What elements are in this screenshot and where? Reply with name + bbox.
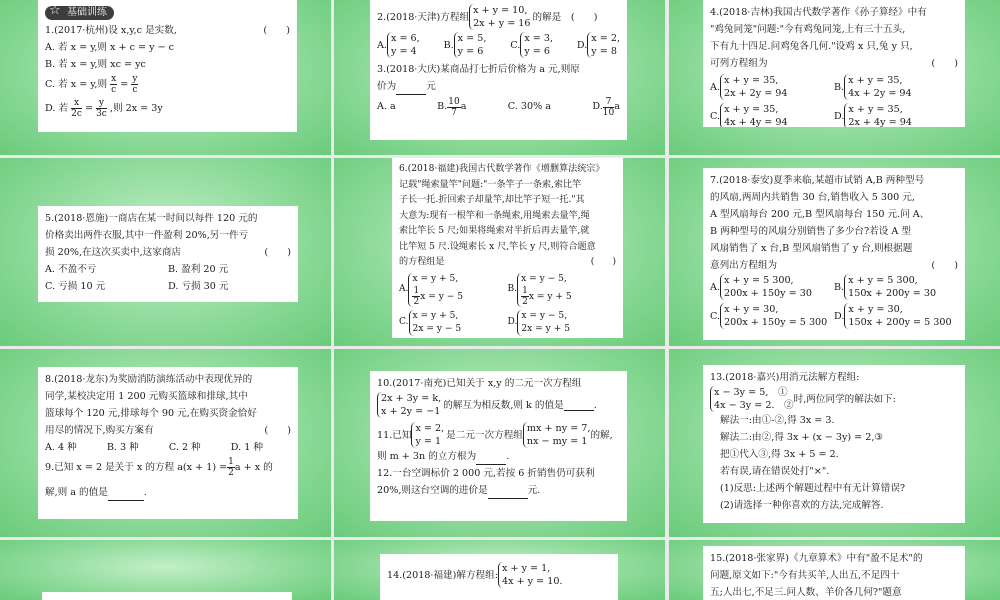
question-card-2 xyxy=(370,0,627,140)
q5-option-d: D. 亏损 30 元 xyxy=(168,281,229,292)
q3-stem-2: 价为 元 xyxy=(377,78,620,95)
q7-option-b: B. x + y = 5 300, 150x + 200y = 30 xyxy=(834,275,937,299)
q7-paren: ( ) xyxy=(931,260,958,271)
slide-9 xyxy=(669,349,1000,537)
q13-instruction: 若有误,请在错误处打"×". xyxy=(720,466,830,477)
q11-stem-2: 则 m + 3n 的立方根为 . xyxy=(377,448,620,465)
q8-option-d: D. 1 种 xyxy=(230,442,263,453)
q1-stem: 1.(2017·杭州)设 x,y,c 是实数, xyxy=(45,25,177,36)
slide-12 xyxy=(669,540,1000,600)
q10-stem-2: 2x + 3y = k, x + 2y = −1 的解互为相反数,则 k 的值是 . xyxy=(377,392,620,418)
q5-stem-2: 价格卖出两件衣服,其中一件盈利 20%,另一件亏 xyxy=(45,230,249,241)
q1-option-d: D. 若 $\frac{x}{2c}$ = $\frac{y}{3c}$ ,则 2x = 3y xyxy=(45,98,163,119)
question-card-5 xyxy=(392,158,623,338)
q10-stem-1: 10.(2017·南充)已知关于 x,y 的二元一次方程组 xyxy=(377,378,582,389)
q4-option-b: B. x + y = 35, 4x + 2y = 94 xyxy=(834,75,912,99)
q2-option-b: B. x = 5, y = 6 xyxy=(443,33,487,57)
q4-stem-1: 4.(2018·吉林)我国古代数学著作《孙子算经》中有 xyxy=(710,7,927,18)
q3-option-c: C. 30% a xyxy=(507,101,551,112)
q3-option-b: B. $\frac{10}{7}$ a xyxy=(437,96,467,118)
q5-option-c: C. 亏损 10 元 xyxy=(45,281,106,292)
q13-solution-1: 解法一:由①-②,得 3x = 3. xyxy=(720,415,835,426)
q9-stem-1: 9.已知 x = 2 是关于 x 的方程 a(x + 1) = $\frac{1}{2}$ a + x 的 xyxy=(45,457,273,478)
q12-stem-1: 12.一台空调标价 2 000 元,若按 6 折销售仍可获利 xyxy=(377,468,595,479)
slide-11 xyxy=(334,540,665,600)
answer-card-10 xyxy=(42,592,292,600)
q6-stem-7: 的方程组是 xyxy=(399,257,445,267)
q15-stem-2: 问题,原文如下:"今有共买羊,人出五,不足四十 xyxy=(710,570,900,581)
star-icon: ☆ xyxy=(49,3,61,18)
q8-stem-2: 同学,某校决定用 1 200 元购买篮球和排球,其中 xyxy=(45,391,248,402)
q8-stem-4: 用尽的情况下,购买方案有 xyxy=(45,425,154,436)
q7-stem-3: A 型风扇每台 200 元,B 型风扇每台 150 元.问 A、 xyxy=(710,209,930,220)
q13-stem-1: 13.(2018·嘉兴)用消元法解方程组: xyxy=(710,372,860,383)
q8-stem-3: 篮球每个 120 元,排球每个 90 元,在购买资金恰好 xyxy=(45,408,257,419)
q13-solution-3: 把①代入③,得 3x + 5 = 2. xyxy=(720,449,839,460)
q5-option-b: B. 盈利 20 元 xyxy=(168,264,229,275)
q5-option-a: A. 不盈不亏 xyxy=(45,264,97,275)
q7-stem-5: 风扇销售了 x 台,B 型风扇销售了 y 台,则根据题 xyxy=(710,243,913,254)
q13-solution-2: 解法二:由②,得 3x + (x − 3y) = 2,③ xyxy=(720,432,883,443)
q2-option-a: A. x = 6, y = 4 xyxy=(377,33,420,57)
q7-option-a: A. x + y = 5 300, 200x + 150y = 30 xyxy=(710,275,812,299)
q2-option-c: C. x = 3, y = 6 xyxy=(510,33,554,57)
q12-stem-2: 20%,则这台空调的进价是 元. xyxy=(377,482,620,499)
slide-2 xyxy=(334,0,665,155)
question-card-9 xyxy=(703,365,965,523)
slide-8 xyxy=(334,349,665,537)
q1-option-a: A. 若 x = y,则 x + c = y − c xyxy=(45,42,175,53)
q6-option-a: A. x = y + 5, $\frac{1}{2}$ x = y − 5 xyxy=(399,273,464,307)
q3-option-d: D. $\frac{7}{10}$ a xyxy=(592,96,620,118)
q8-option-c: C. 2 种 xyxy=(168,442,201,453)
section-badge: ☆ 基础训练 xyxy=(45,6,114,20)
q6-option-b: B. x = y − 5, $\frac{1}{2}$ x = y + 5 xyxy=(507,273,572,307)
slide-3 xyxy=(669,0,1000,155)
q2-options xyxy=(377,32,620,58)
q8-option-a: A. 4 种 xyxy=(45,442,77,453)
question-card-6 xyxy=(703,168,965,340)
slide-6 xyxy=(669,158,1000,346)
question-card-7 xyxy=(38,367,298,519)
slide-5 xyxy=(334,158,665,346)
question-card-3 xyxy=(703,0,965,127)
q7-option-c: C. x + y = 30, 200x + 150y = 5 300 xyxy=(710,304,828,328)
q7-stem-4: B 两种型号的风扇分别销售了多少台?若设 A 型 xyxy=(710,226,911,237)
q5-stem-1: 5.(2018·恩施)一商店在某一时间以每件 120 元的 xyxy=(45,213,258,224)
question-card-4 xyxy=(38,206,298,302)
q13-part-2: (2)请选择一种你喜欢的方法,完成解答. xyxy=(720,500,884,511)
q6-stem-5: 索比竿长 5 尺;如果将绳索对半折后再去量竿,就 xyxy=(399,226,590,236)
q14-stem: 14.(2018·福建)解方程组: x + y = 1, 4x + y = 10. xyxy=(387,563,563,587)
q9-stem-2: 解,则 a 的值是 . xyxy=(45,484,291,501)
question-card-1 xyxy=(38,0,297,132)
q13-stem-2: x − 3y = 5, ① 4x − 3y = 2. ② 时,两位同学的解法如下: xyxy=(710,386,958,412)
slide-10 xyxy=(0,540,331,600)
q4-option-d: D. x + y = 35, 2x + 4y = 94 xyxy=(834,104,912,127)
q5-stem-3: 损 20%,在这次买卖中,这家商店 xyxy=(45,247,182,258)
q4-option-a: A. x + y = 35, 2x + 2y = 94 xyxy=(710,75,788,99)
q4-stem-3: 下有九十四足.问鸡兔各几何."设鸡 x 只,兔 y 只, xyxy=(710,41,913,52)
q6-option-d: D. x = y − 5, 2x = y + 5 xyxy=(507,310,570,334)
q3-options xyxy=(377,95,620,119)
q6-stem-3: 子长一托.折回索子却量竿,却比竿子短一托."其 xyxy=(399,195,585,205)
question-card-8 xyxy=(370,371,627,521)
slide-7 xyxy=(0,349,331,537)
q2-stem: 2.(2018·天津)方程组 x + y = 10, 2x + y = 16 的解是 ( ) xyxy=(377,5,598,29)
q8-paren: ( ) xyxy=(264,425,291,436)
q8-stem-1: 8.(2018·龙东)为奖励消防演练活动中表现优异的 xyxy=(45,374,253,385)
q4-option-c: C. x + y = 35, 4x + 4y = 94 xyxy=(710,104,788,127)
q4-stem-4: 可列方程组为 xyxy=(710,58,768,69)
q7-stem-1: 7.(2018·泰安)夏季来临,某超市试销 A,B 两种型号 xyxy=(710,175,925,186)
q1-option-c: C. 若 x = y,则 $\frac{x}{c}$ = $\frac{y}{c}$ xyxy=(45,74,138,95)
q5-paren: ( ) xyxy=(264,247,291,258)
q2-option-d: D. x = 2, y = 8 xyxy=(576,33,620,57)
q4-paren: ( ) xyxy=(931,58,958,69)
q3-option-a: A. a xyxy=(377,101,396,112)
q7-stem-6: 意列出方程组为 xyxy=(710,260,778,271)
q7-option-d: D. x + y = 30, 150x + 200y = 5 300 xyxy=(834,304,952,328)
q1-paren: ( ) xyxy=(263,25,290,36)
q6-option-c: C. x = y + 5, 2x = y − 5 xyxy=(399,310,462,334)
q1-option-b: B. 若 x = y,则 xc = yc xyxy=(45,59,146,70)
q6-stem-6: 比竿短 5 尺.设绳索长 x 尺,竿长 y 尺,则符合题意 xyxy=(399,241,596,252)
q4-stem-2: "鸡兔同笼"问题:"今有鸡兔同笼,上有三十五头, xyxy=(710,24,906,35)
q8-option-b: B. 3 种 xyxy=(106,442,139,453)
q7-stem-2: 的风扇,两周内共销售 30 台,销售收入 5 300 元, xyxy=(710,192,915,203)
q6-stem-4: 大意为:现有一根竿和一条绳索,用绳索去量竿,绳 xyxy=(399,210,590,221)
q11-stem-1: 11.已知 x = 2, y = 1 是二元一次方程组 mx + ny = 7, nx − my = 1 的解, xyxy=(377,423,613,447)
q15-stem-3: 五;人出七,不足三.问人数、羊价各几何?"题意 xyxy=(710,587,902,598)
q15-stem-1: 15.(2018·张家界)《九章算术》中有"盈不足术"的 xyxy=(710,553,923,564)
question-card-12 xyxy=(703,546,965,600)
q6-stem-2: 记载"绳索量竿"问题:"一条竿子一条索,索比竿 xyxy=(399,179,582,190)
q13-part-1: (1)反思:上述两个解题过程中有无计算错误? xyxy=(720,483,906,494)
q6-paren: ( ) xyxy=(590,257,616,267)
slide-4 xyxy=(0,158,331,346)
question-card-11 xyxy=(380,554,618,600)
q3-stem: 3.(2018·大庆)某商品打七折后价格为 a 元,则原 xyxy=(377,64,580,75)
slide-1 xyxy=(0,0,331,155)
q6-stem-1: 6.(2018·福建)我国古代数学著作《增删算法统宗》 xyxy=(399,164,605,174)
